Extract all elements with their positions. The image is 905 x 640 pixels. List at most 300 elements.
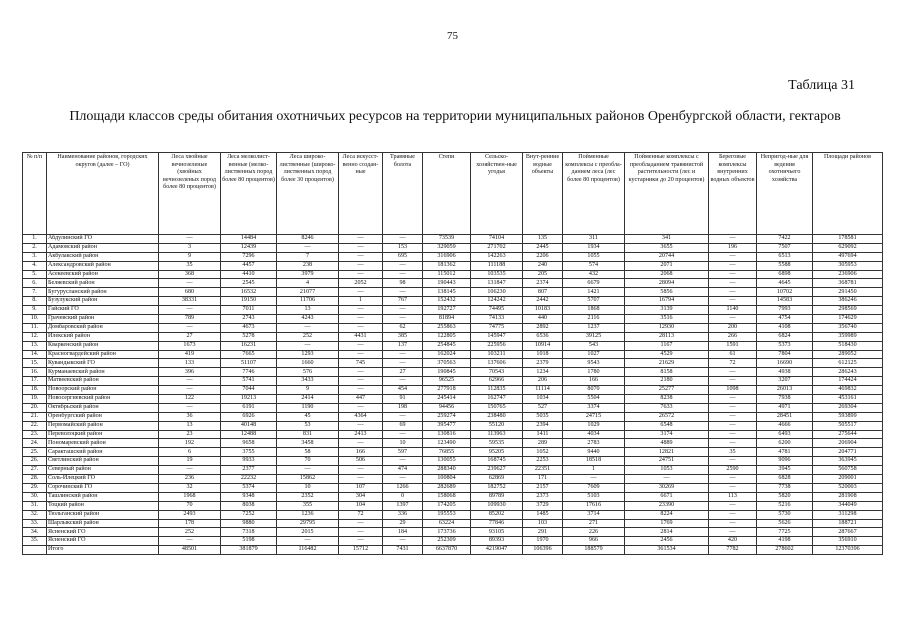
- value-cell: 597: [383, 448, 423, 457]
- table-row: [23, 386, 883, 395]
- value-cell: —: [709, 510, 757, 519]
- value-cell: 1237: [563, 323, 625, 332]
- district-name-cell: Светлинский район: [47, 457, 159, 466]
- value-cell: 29: [383, 519, 423, 528]
- value-cell: 355: [277, 501, 339, 510]
- value-cell: —: [159, 537, 221, 546]
- value-cell: 282689: [423, 483, 471, 492]
- district-name-cell: Тоцкий район: [47, 501, 159, 510]
- value-cell: 91: [383, 395, 423, 404]
- value-cell: 506: [339, 457, 383, 466]
- value-cell: —: [383, 537, 423, 546]
- value-cell: 63224: [423, 519, 471, 528]
- table-row: [23, 448, 883, 457]
- table-row: [23, 421, 883, 430]
- value-cell: 396: [159, 368, 221, 377]
- value-cell: 236906: [813, 270, 883, 279]
- table-row: [23, 332, 883, 341]
- table-row: [23, 252, 883, 261]
- value-cell: 6828: [757, 475, 813, 484]
- column-header: Площади районов: [813, 153, 883, 235]
- value-cell: 9: [159, 252, 221, 261]
- value-cell: 2394: [523, 421, 563, 430]
- table-row: [23, 323, 883, 332]
- value-cell: 5707: [563, 297, 625, 306]
- value-cell: 162747: [471, 395, 523, 404]
- value-cell: —: [339, 537, 383, 546]
- value-cell: —: [709, 288, 757, 297]
- value-cell: 447: [339, 395, 383, 404]
- value-cell: 4781: [757, 448, 813, 457]
- value-cell: 1: [563, 466, 625, 475]
- value-cell: 7746: [221, 368, 277, 377]
- value-cell: 28094: [625, 279, 709, 288]
- value-cell: —: [159, 306, 221, 315]
- value-cell: 612125: [813, 359, 883, 368]
- value-cell: 7296: [221, 252, 277, 261]
- value-cell: 93105: [471, 528, 523, 537]
- value-cell: 123490: [423, 439, 471, 448]
- value-cell: —: [159, 377, 221, 386]
- table-label: Таблица 31: [788, 78, 855, 93]
- value-cell: 55120: [471, 421, 523, 430]
- value-cell: 106230: [471, 288, 523, 297]
- value-cell: —: [383, 306, 423, 315]
- district-name-cell: Грачевский район: [47, 315, 159, 324]
- value-cell: 174424: [813, 377, 883, 386]
- value-cell: 543: [563, 341, 625, 350]
- value-cell: —: [383, 350, 423, 359]
- value-cell: 181362: [423, 261, 471, 270]
- value-cell: —: [709, 252, 757, 261]
- value-cell: 190443: [423, 279, 471, 288]
- value-cell: 62869: [471, 475, 523, 484]
- district-name-cell: Новосергиевский район: [47, 395, 159, 404]
- value-cell: 275644: [813, 430, 883, 439]
- value-cell: 173736: [423, 528, 471, 537]
- value-cell: 27: [159, 332, 221, 341]
- value-cell: 6926: [221, 412, 277, 421]
- table-row: [23, 519, 883, 528]
- value-cell: 0: [383, 492, 423, 501]
- value-cell: 395477: [423, 421, 471, 430]
- value-cell: 16532: [221, 288, 277, 297]
- value-cell: 153: [383, 243, 423, 252]
- column-header: № п/п: [23, 153, 47, 235]
- value-cell: 137606: [471, 359, 523, 368]
- value-cell: 112835: [471, 386, 523, 395]
- value-cell: 15862: [277, 475, 339, 484]
- table-row: [23, 483, 883, 492]
- value-cell: —: [339, 386, 383, 395]
- value-cell: 196: [709, 243, 757, 252]
- value-cell: —: [339, 350, 383, 359]
- value-cell: 178581: [813, 235, 883, 244]
- value-cell: 3433: [277, 377, 339, 386]
- value-cell: 4219047: [471, 546, 523, 555]
- row-number-cell: 16.: [23, 368, 47, 377]
- value-cell: —: [339, 243, 383, 252]
- value-cell: 1293: [277, 350, 339, 359]
- district-name-cell: Абдулинский ГО: [47, 235, 159, 244]
- value-cell: 113963: [471, 430, 523, 439]
- value-cell: 767: [383, 297, 423, 306]
- value-cell: 96525: [423, 377, 471, 386]
- value-cell: 40148: [221, 421, 277, 430]
- value-cell: 966: [563, 537, 625, 546]
- row-number-cell: 11.: [23, 323, 47, 332]
- table-row: [23, 359, 883, 368]
- page-number: 75: [447, 30, 458, 42]
- value-cell: —: [339, 439, 383, 448]
- value-cell: —: [339, 306, 383, 315]
- value-cell: 8224: [625, 510, 709, 519]
- value-cell: 14484: [221, 235, 277, 244]
- value-cell: 11706: [277, 297, 339, 306]
- value-cell: 98: [383, 279, 423, 288]
- district-name-cell: Адамовский район: [47, 243, 159, 252]
- value-cell: 789: [159, 315, 221, 324]
- row-number-cell: 19.: [23, 395, 47, 404]
- value-cell: 2015: [277, 528, 339, 537]
- value-cell: 145947: [471, 332, 523, 341]
- value-cell: 30269: [625, 483, 709, 492]
- value-cell: 2743: [221, 315, 277, 324]
- value-cell: 518430: [813, 341, 883, 350]
- value-cell: 3655: [625, 243, 709, 252]
- value-cell: 4889: [625, 439, 709, 448]
- value-cell: 12439: [221, 243, 277, 252]
- value-cell: 25277: [625, 386, 709, 395]
- value-cell: 1868: [563, 306, 625, 315]
- value-cell: —: [383, 430, 423, 439]
- value-cell: 4529: [625, 350, 709, 359]
- value-cell: 70543: [471, 368, 523, 377]
- district-name-cell: Итого: [47, 546, 159, 555]
- value-cell: 206904: [813, 439, 883, 448]
- district-name-cell: Саракташский район: [47, 448, 159, 457]
- value-cell: 1053: [625, 466, 709, 475]
- value-cell: 131847: [471, 279, 523, 288]
- value-cell: 560758: [813, 466, 883, 475]
- value-cell: 259274: [423, 412, 471, 421]
- value-cell: —: [383, 412, 423, 421]
- value-cell: 1190: [277, 403, 339, 412]
- value-cell: 205: [523, 270, 563, 279]
- value-cell: 23: [159, 430, 221, 439]
- value-cell: 1421: [563, 288, 625, 297]
- value-cell: 107: [339, 483, 383, 492]
- row-number-cell: 5.: [23, 270, 47, 279]
- value-cell: 7507: [757, 243, 813, 252]
- row-number-cell: 32.: [23, 510, 47, 519]
- value-cell: —: [159, 235, 221, 244]
- value-cell: 45: [277, 412, 339, 421]
- value-cell: 29795: [277, 519, 339, 528]
- row-number-cell: 29.: [23, 483, 47, 492]
- value-cell: 3729: [523, 501, 563, 510]
- value-cell: 74104: [471, 235, 523, 244]
- value-cell: 124242: [471, 297, 523, 306]
- value-cell: —: [339, 475, 383, 484]
- value-cell: 7993: [757, 306, 813, 315]
- value-cell: 252: [159, 528, 221, 537]
- district-name-cell: Бугурусланский район: [47, 288, 159, 297]
- value-cell: 21077: [277, 288, 339, 297]
- value-cell: 6679: [563, 279, 625, 288]
- value-cell: 32: [159, 483, 221, 492]
- value-cell: 74133: [471, 315, 523, 324]
- value-cell: 440: [523, 315, 563, 324]
- value-cell: 28113: [625, 332, 709, 341]
- value-cell: 166: [563, 377, 625, 386]
- table-row: [23, 430, 883, 439]
- value-cell: 4243: [277, 315, 339, 324]
- value-cell: 4645: [757, 279, 813, 288]
- value-cell: 807: [523, 288, 563, 297]
- column-header: Леса искусст-венно создан-ные: [339, 153, 383, 235]
- district-name-cell: Красногвардейский район: [47, 350, 159, 359]
- value-cell: —: [709, 279, 757, 288]
- value-cell: —: [339, 368, 383, 377]
- value-cell: 1234: [523, 368, 563, 377]
- value-cell: 135: [523, 235, 563, 244]
- value-cell: 236: [159, 475, 221, 484]
- value-cell: —: [339, 315, 383, 324]
- value-cell: 5373: [757, 341, 813, 350]
- row-number-cell: 2.: [23, 243, 47, 252]
- row-number-cell: 4.: [23, 261, 47, 270]
- value-cell: —: [709, 368, 757, 377]
- value-cell: 192: [159, 439, 221, 448]
- value-cell: 6493: [757, 430, 813, 439]
- value-cell: 304: [339, 492, 383, 501]
- value-cell: 130816: [423, 430, 471, 439]
- value-cell: 2445: [523, 243, 563, 252]
- row-number-cell: 3.: [23, 252, 47, 261]
- value-cell: 278602: [757, 546, 813, 555]
- value-cell: 89393: [471, 537, 523, 546]
- value-cell: —: [339, 421, 383, 430]
- value-cell: 171: [523, 475, 563, 484]
- value-cell: 10: [277, 483, 339, 492]
- value-cell: —: [709, 519, 757, 528]
- value-cell: —: [709, 412, 757, 421]
- value-cell: 2783: [563, 439, 625, 448]
- value-cell: 1236: [277, 510, 339, 519]
- value-cell: 1029: [563, 421, 625, 430]
- value-cell: 341: [625, 235, 709, 244]
- value-cell: 152432: [423, 297, 471, 306]
- value-cell: 103: [523, 519, 563, 528]
- value-cell: 3207: [757, 377, 813, 386]
- value-cell: 5626: [757, 519, 813, 528]
- value-cell: 62966: [471, 377, 523, 386]
- district-name-cell: Асекеевский район: [47, 270, 159, 279]
- value-cell: 15712: [339, 546, 383, 555]
- value-cell: —: [709, 421, 757, 430]
- value-cell: 629092: [813, 243, 883, 252]
- table-row: [23, 235, 883, 244]
- district-name-cell: Беляевский район: [47, 279, 159, 288]
- value-cell: 182752: [471, 483, 523, 492]
- table-row: [23, 403, 883, 412]
- value-cell: —: [383, 359, 423, 368]
- value-cell: 12370396: [813, 546, 883, 555]
- table-row: [23, 439, 883, 448]
- value-cell: 3458: [277, 439, 339, 448]
- value-cell: 240: [523, 261, 563, 270]
- district-name-cell: Илекский район: [47, 332, 159, 341]
- value-cell: 4938: [757, 368, 813, 377]
- value-cell: —: [339, 519, 383, 528]
- value-cell: 831: [277, 430, 339, 439]
- value-cell: 4457: [221, 261, 277, 270]
- value-cell: 2413: [339, 430, 383, 439]
- table-row: [23, 288, 883, 297]
- value-cell: —: [563, 475, 625, 484]
- value-cell: 266: [709, 332, 757, 341]
- value-cell: 72: [709, 359, 757, 368]
- value-cell: 138145: [423, 288, 471, 297]
- district-name-cell: Шарлыкский район: [47, 519, 159, 528]
- value-cell: —: [159, 279, 221, 288]
- value-cell: 10914: [523, 341, 563, 350]
- value-cell: 2157: [523, 483, 563, 492]
- value-cell: 4: [277, 279, 339, 288]
- value-cell: 19: [159, 457, 221, 466]
- value-cell: —: [625, 475, 709, 484]
- district-name-cell: Матвеевский район: [47, 377, 159, 386]
- district-name-cell: Новоорский район: [47, 386, 159, 395]
- column-header: Наименование районов, городских округов (далее – ГО): [47, 153, 159, 235]
- value-cell: 2116: [563, 315, 625, 324]
- value-cell: 469832: [813, 386, 883, 395]
- value-cell: 3979: [277, 270, 339, 279]
- value-cell: —: [709, 377, 757, 386]
- value-cell: 6513: [757, 252, 813, 261]
- value-cell: 11114: [523, 386, 563, 395]
- value-cell: 359989: [813, 332, 883, 341]
- value-cell: 370563: [423, 359, 471, 368]
- value-cell: 1485: [523, 510, 563, 519]
- district-name-cell: Сорочинский ГО: [47, 483, 159, 492]
- value-cell: —: [709, 501, 757, 510]
- value-cell: 2379: [523, 359, 563, 368]
- value-cell: 291: [523, 528, 563, 537]
- value-cell: 576: [277, 368, 339, 377]
- value-cell: 122: [159, 395, 221, 404]
- district-name-cell: Кваркенский район: [47, 341, 159, 350]
- value-cell: 81894: [423, 315, 471, 324]
- value-cell: —: [277, 243, 339, 252]
- value-cell: 133: [159, 359, 221, 368]
- value-cell: 174629: [813, 315, 883, 324]
- row-number-cell: 20.: [23, 403, 47, 412]
- value-cell: 2374: [523, 279, 563, 288]
- row-number-cell: 10.: [23, 315, 47, 324]
- value-cell: 122805: [423, 332, 471, 341]
- row-number-cell: 1.: [23, 235, 47, 244]
- value-cell: 1098: [709, 386, 757, 395]
- value-cell: 10: [383, 439, 423, 448]
- district-name-cell: Домбаровский район: [47, 323, 159, 332]
- district-name-cell: Северный район: [47, 466, 159, 475]
- value-cell: —: [383, 261, 423, 270]
- value-cell: 1027: [563, 350, 625, 359]
- district-name-cell: Бузулукский район: [47, 297, 159, 306]
- value-cell: 6637870: [423, 546, 471, 555]
- value-cell: 178: [159, 519, 221, 528]
- value-cell: 58: [277, 448, 339, 457]
- value-cell: 168745: [471, 457, 523, 466]
- table-row: [23, 412, 883, 421]
- value-cell: —: [709, 430, 757, 439]
- district-name-cell: Ясненский ГО: [47, 528, 159, 537]
- value-cell: 9440: [563, 448, 625, 457]
- value-cell: 7782: [709, 546, 757, 555]
- table-row: [23, 297, 883, 306]
- column-header: Пойменные комплексы с преобладанием травянистой растительности (лес и кустарники до 20 процентов): [625, 153, 709, 235]
- value-cell: 6671: [625, 492, 709, 501]
- row-number-cell: 23.: [23, 430, 47, 439]
- value-cell: 5504: [563, 395, 625, 404]
- value-cell: 85202: [471, 510, 523, 519]
- value-cell: 26572: [625, 412, 709, 421]
- value-cell: 386246: [813, 297, 883, 306]
- value-cell: 2590: [709, 466, 757, 475]
- value-cell: —: [709, 439, 757, 448]
- value-cell: 1397: [383, 501, 423, 510]
- value-cell: 95205: [471, 448, 523, 457]
- value-cell: 7738: [757, 483, 813, 492]
- value-cell: 1591: [709, 341, 757, 350]
- value-cell: 286243: [813, 368, 883, 377]
- value-cell: 116482: [277, 546, 339, 555]
- value-cell: 2456: [625, 537, 709, 546]
- value-cell: 53: [277, 421, 339, 430]
- value-cell: 94456: [423, 403, 471, 412]
- row-number-cell: 18.: [23, 386, 47, 395]
- value-cell: 4431: [339, 332, 383, 341]
- table-row: [23, 261, 883, 270]
- value-cell: 62: [383, 323, 423, 332]
- value-cell: —: [339, 252, 383, 261]
- value-cell: 305953: [813, 261, 883, 270]
- value-cell: 2052: [339, 279, 383, 288]
- table-body: [23, 235, 883, 555]
- table-row: [23, 510, 883, 519]
- value-cell: 574: [563, 261, 625, 270]
- value-cell: 2068: [625, 270, 709, 279]
- value-cell: 695: [383, 252, 423, 261]
- value-cell: 381879: [221, 546, 277, 555]
- column-header: Сельско-хозяйствен-ные угодья: [471, 153, 523, 235]
- value-cell: —: [709, 457, 757, 466]
- value-cell: 21629: [625, 359, 709, 368]
- value-cell: 70: [159, 501, 221, 510]
- value-cell: 104: [339, 501, 383, 510]
- value-cell: —: [709, 270, 757, 279]
- row-number-cell: 28.: [23, 475, 47, 484]
- value-cell: 298569: [813, 306, 883, 315]
- value-cell: 252: [277, 332, 339, 341]
- value-cell: 6824: [757, 332, 813, 341]
- row-number-cell: 33.: [23, 519, 47, 528]
- value-cell: —: [339, 235, 383, 244]
- value-cell: 16794: [625, 297, 709, 306]
- value-cell: 7011: [221, 306, 277, 315]
